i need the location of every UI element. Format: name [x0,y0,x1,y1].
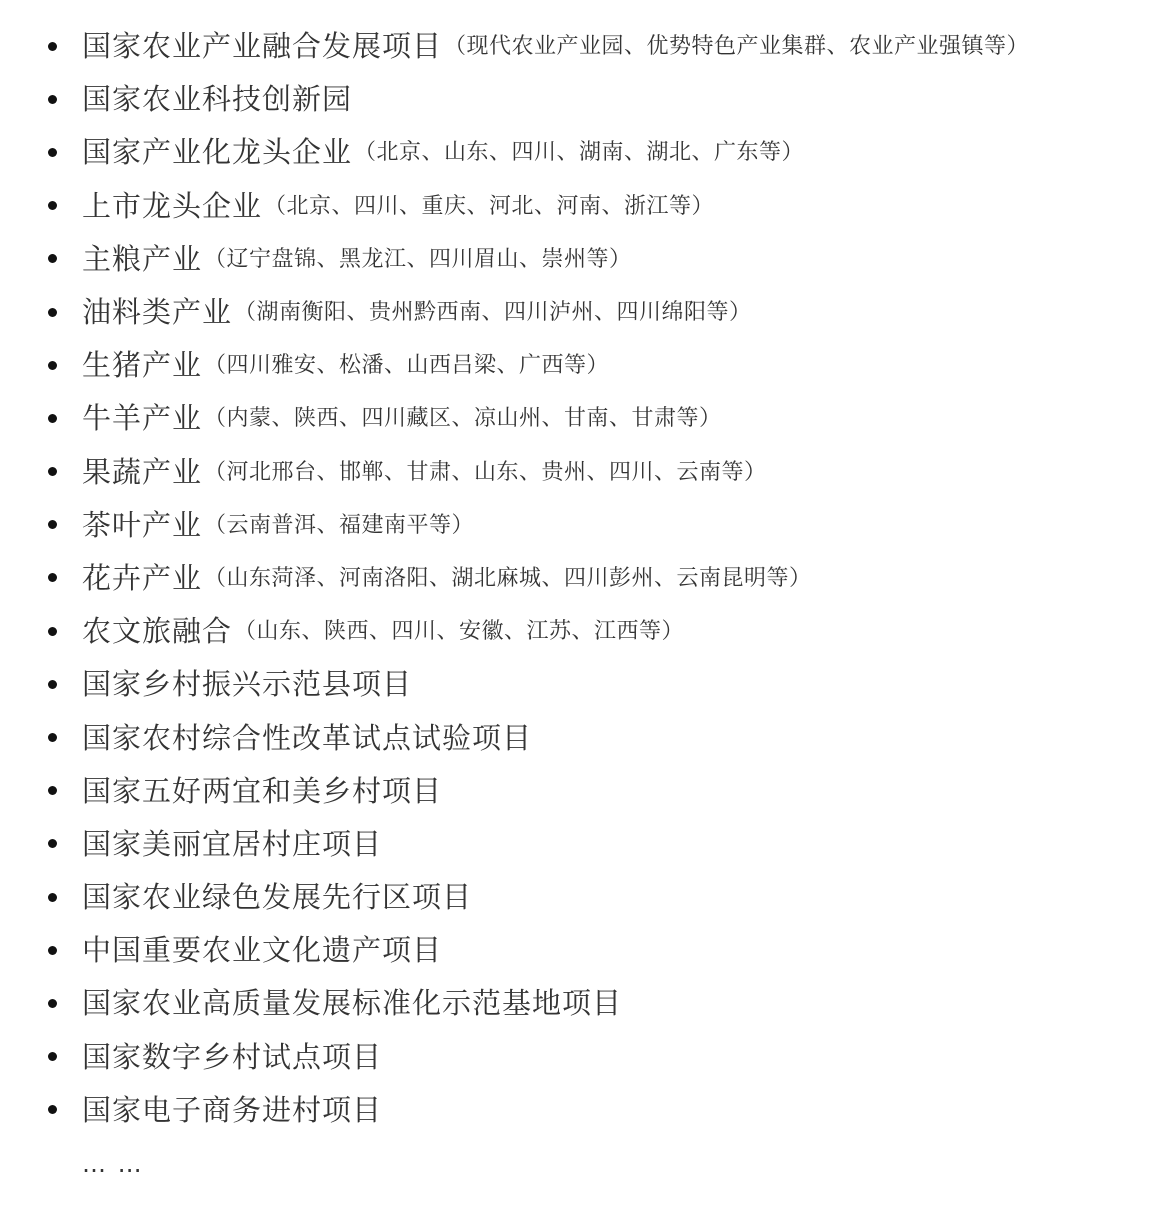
item-title: 油料类产业 [82,295,233,330]
bullet-icon [48,95,57,104]
bullet-icon [48,999,57,1008]
item-note: （山东菏泽、河南洛阳、湖北麻城、四川彭州、云南昆明等） [204,565,812,591]
list-item [0,124,1166,177]
item-title: 国家农业产业融合发展项目 [82,29,443,64]
bullet-icon [48,680,57,689]
item-title: 果蔬产业 [82,454,203,489]
item-note: （辽宁盘锦、黑龙江、四川眉山、崇州等） [204,246,632,272]
list-item [0,1029,1166,1082]
bullet-icon [48,839,57,848]
ellipsis-text: … … [82,1150,144,1178]
item-note: （河北邢台、邯郸、甘肃、山东、贵州、四川、云南等） [204,459,767,485]
bullet-icon [48,467,57,476]
bullet-icon [48,627,57,636]
list-item [0,444,1166,497]
list-item [0,763,1166,816]
list-item [0,71,1166,124]
item-title: 牛羊产业 [82,401,203,436]
list-item [0,337,1166,390]
item-note: （四川雅安、松潘、山西吕梁、广西等） [204,353,610,379]
list-item [0,603,1166,656]
list-item [0,975,1166,1028]
item-title: 农文旅融合 [82,614,233,649]
bullet-icon [48,414,57,423]
list-item [0,497,1166,550]
list-item [0,816,1166,869]
item-note: （内蒙、陕西、四川藏区、凉山州、甘南、甘肃等） [204,406,722,432]
item-title: 国家美丽宜居村庄项目 [82,826,383,861]
bullet-icon [48,946,57,955]
item-title: 国家农村综合性改革试点试验项目 [82,720,533,755]
bullet-icon [48,148,57,157]
item-note: （北京、四川、重庆、河北、河南、浙江等） [264,193,715,219]
item-title: 国家五好两宜和美乡村项目 [82,773,443,808]
list-item [0,390,1166,443]
item-title: 国家农业高质量发展标准化示范基地项目 [82,986,623,1021]
item-note: （现代农业产业园、优势特色产业集群、农业产业强镇等） [444,34,1030,60]
item-title: 上市龙头企业 [82,188,263,223]
item-title: 国家数字乡村试点项目 [82,1039,383,1074]
bullet-icon [48,42,57,51]
bullet-icon [48,1052,57,1061]
item-title: 生猪产业 [82,348,203,383]
bullet-icon [48,573,57,582]
list-item [0,709,1166,762]
bullet-icon [48,1105,57,1114]
bullet-icon [48,254,57,263]
list-item [0,18,1166,71]
item-note: （山东、陕西、四川、安徽、江苏、江西等） [234,619,685,645]
item-note: （湖南衡阳、贵州黔西南、四川泸州、四川绵阳等） [234,300,752,326]
item-title: 国家农业绿色发展先行区项目 [82,880,473,915]
list-item [0,922,1166,975]
bullet-icon [48,520,57,529]
bullet-icon [48,361,57,370]
item-note: （云南普洱、福建南平等） [204,512,475,538]
bullet-icon [48,893,57,902]
item-title: 国家产业化龙头企业 [82,135,353,170]
item-title: 国家电子商务进村项目 [82,1092,383,1127]
project-list [0,18,1166,1135]
list-item [0,869,1166,922]
item-note: （北京、山东、四川、湖南、湖北、广东等） [354,140,805,166]
bullet-icon [48,733,57,742]
item-title: 国家乡村振兴示范县项目 [82,667,413,702]
bullet-icon [48,308,57,317]
list-item [0,284,1166,337]
list-item [0,656,1166,709]
list-item [0,1082,1166,1135]
bullet-icon [48,201,57,210]
item-title: 花卉产业 [82,560,203,595]
item-title: 茶叶产业 [82,507,203,542]
item-title: 主粮产业 [82,241,203,276]
bullet-icon [48,786,57,795]
list-item [0,178,1166,231]
list-item [0,550,1166,603]
list-item [0,231,1166,284]
item-title: 国家农业科技创新园 [82,82,353,117]
item-title: 中国重要农业文化遗产项目 [82,933,443,968]
